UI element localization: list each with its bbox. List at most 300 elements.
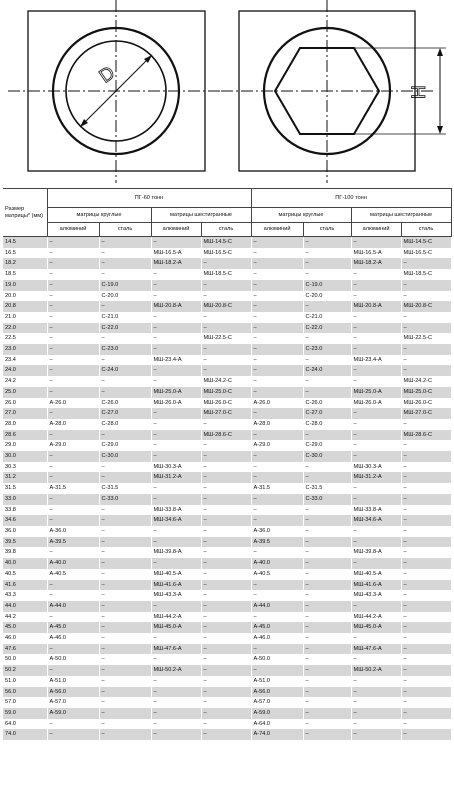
die-code-cell: С-24.0: [99, 365, 151, 376]
press-group-header: ПГ-100 тонн: [251, 189, 451, 208]
die-code-cell: –: [99, 430, 151, 441]
die-code-cell: С-29.0: [99, 440, 151, 451]
die-code-cell: МШ-47.6-А: [351, 644, 401, 655]
die-code-cell: –: [99, 515, 151, 526]
size-cell: 44.0: [3, 601, 47, 612]
table-row: [3, 430, 451, 441]
die-code-cell: –: [401, 622, 451, 633]
die-code-cell: А-51.0: [251, 676, 303, 687]
die-code-cell: –: [303, 547, 351, 558]
die-code-cell: МШ-26.0-А: [151, 398, 201, 409]
size-cell: 31.5: [5, 485, 16, 492]
die-code-cell: –: [303, 333, 351, 344]
table-row: [3, 612, 451, 623]
die-code-cell: МШ-16.5-А: [351, 248, 401, 259]
die-code-cell: –: [201, 687, 251, 698]
table-row: [3, 280, 451, 291]
table-row: [3, 515, 451, 526]
die-code-cell: –: [303, 590, 351, 601]
die-code-cell: –: [351, 654, 401, 665]
die-code-cell: –: [201, 323, 251, 334]
die-code-cell: –: [151, 269, 201, 280]
size-cell: 22.0: [3, 323, 47, 334]
die-code-cell: С-30.0: [303, 451, 351, 462]
die-code-cell: –: [99, 376, 151, 387]
size-cell: 18.5: [5, 271, 16, 278]
die-code-cell: МШ-44.2-А: [351, 612, 401, 623]
die-code-cell: –: [151, 526, 201, 537]
die-code-cell: МШ-25.0-С: [201, 387, 251, 398]
die-code-cell: С-28.0: [99, 419, 151, 430]
die-code-cell: –: [151, 365, 201, 376]
die-code-cell: МШ-27.0-С: [401, 408, 451, 419]
size-cell: 40.0: [3, 558, 47, 569]
die-code-cell: –: [47, 612, 99, 623]
die-code-cell: –: [201, 515, 251, 526]
die-code-cell: МШ-25.0-С: [401, 387, 451, 398]
table-row: [3, 269, 451, 280]
die-code-cell: С-26.0: [99, 398, 151, 409]
die-code-cell: –: [47, 376, 99, 387]
size-cell: 56.0: [3, 687, 47, 698]
die-code-cell: –: [47, 580, 99, 591]
die-code-cell: –: [351, 408, 401, 419]
die-code-cell: МШ-43.3-А: [151, 590, 201, 601]
die-code-cell: С-33.0: [303, 494, 351, 505]
die-code-cell: А-28.0: [47, 419, 99, 430]
die-code-cell: А-31.5: [251, 483, 303, 494]
table-body: [3, 237, 451, 741]
die-code-cell: А-59.0: [251, 708, 303, 719]
die-code-cell: –: [99, 387, 151, 398]
die-code-cell: МШ-41.6-А: [351, 580, 401, 591]
die-code-cell: –: [303, 708, 351, 719]
die-code-cell: –: [99, 269, 151, 280]
die-code-cell: –: [151, 451, 201, 462]
die-code-cell: –: [47, 237, 99, 248]
die-code-cell: –: [47, 644, 99, 655]
table-row: [3, 248, 451, 259]
die-code-cell: –: [201, 697, 251, 708]
die-code-cell: –: [251, 301, 303, 312]
die-code-cell: А-29.0: [47, 440, 99, 451]
die-code-cell: МШ-31.2-А: [351, 472, 401, 483]
table-row: [3, 654, 451, 665]
die-code-cell: –: [151, 558, 201, 569]
die-code-cell: –: [351, 312, 401, 323]
die-code-cell: –: [401, 580, 451, 591]
die-code-cell: МШ-26.0-А: [351, 398, 401, 409]
die-code-cell: –: [99, 665, 151, 676]
die-code-cell: –: [251, 269, 303, 280]
die-code-cell: –: [351, 558, 401, 569]
die-code-cell: А-56.0: [47, 687, 99, 698]
die-code-cell: –: [151, 291, 201, 302]
die-code-cell: –: [201, 526, 251, 537]
die-code-cell: А-40.5: [47, 569, 99, 580]
size-cell: 36.0: [5, 527, 16, 534]
die-code-cell: А-74.0: [251, 729, 303, 740]
die-code-cell: –: [251, 580, 303, 591]
die-code-cell: –: [151, 333, 201, 344]
die-code-cell: А-31.5: [47, 483, 99, 494]
die-code-cell: –: [401, 505, 451, 516]
die-code-cell: –: [251, 323, 303, 334]
die-code-cell: С-22.0: [99, 323, 151, 334]
size-cell: 51.0: [5, 677, 16, 684]
table-row: [3, 462, 451, 473]
die-code-cell: С-27.0: [303, 408, 351, 419]
die-code-cell: –: [201, 505, 251, 516]
die-code-cell: МШ-34.6-А: [351, 515, 401, 526]
die-code-cell: –: [99, 355, 151, 366]
die-code-cell: –: [99, 654, 151, 665]
die-code-cell: –: [401, 633, 451, 644]
die-code-cell: –: [401, 729, 451, 740]
die-code-cell: –: [401, 569, 451, 580]
die-code-cell: –: [401, 494, 451, 505]
die-code-cell: –: [303, 537, 351, 548]
die-code-cell: МШ-20.8-А: [151, 301, 201, 312]
die-code-cell: –: [47, 408, 99, 419]
material-header: алюминий: [251, 223, 303, 237]
table-row: [3, 547, 451, 558]
die-code-cell: –: [351, 269, 401, 280]
die-code-cell: С-26.0: [303, 398, 351, 409]
die-code-cell: –: [251, 376, 303, 387]
size-cell: 57.0: [5, 699, 16, 706]
size-cell: 40.5: [5, 570, 16, 577]
die-code-cell: –: [303, 558, 351, 569]
table-row: [3, 687, 451, 698]
table-row: [3, 622, 451, 633]
table-row: [3, 451, 451, 462]
die-code-cell: –: [351, 708, 401, 719]
die-code-cell: –: [151, 408, 201, 419]
die-code-cell: –: [303, 622, 351, 633]
die-code-cell: –: [351, 601, 401, 612]
die-code-cell: С-21.0: [303, 312, 351, 323]
table-row: [3, 729, 451, 740]
die-code-cell: –: [47, 333, 99, 344]
table-row: [3, 376, 451, 387]
die-code-cell: –: [151, 719, 201, 730]
die-code-cell: А-26.0: [251, 398, 303, 409]
die-code-cell: –: [251, 494, 303, 505]
die-code-cell: С-27.0: [99, 408, 151, 419]
die-code-cell: –: [303, 237, 351, 248]
die-code-cell: МШ-22.5-С: [201, 333, 251, 344]
die-code-cell: –: [303, 387, 351, 398]
die-code-cell: –: [201, 280, 251, 291]
table-row: [3, 312, 451, 323]
material-header: сталь: [303, 223, 351, 237]
die-code-cell: –: [303, 676, 351, 687]
die-code-cell: –: [99, 612, 151, 623]
die-code-cell: –: [401, 590, 451, 601]
die-code-cell: –: [401, 291, 451, 302]
die-code-cell: –: [47, 462, 99, 473]
table-row: [3, 526, 451, 537]
die-code-cell: –: [351, 291, 401, 302]
die-code-cell: –: [47, 365, 99, 376]
die-code-cell: –: [99, 676, 151, 687]
die-code-cell: –: [99, 601, 151, 612]
die-code-cell: А-51.0: [47, 676, 99, 687]
die-code-cell: –: [351, 333, 401, 344]
table-row: [3, 291, 451, 302]
die-code-cell: –: [151, 237, 201, 248]
die-code-cell: –: [151, 697, 201, 708]
table-row: [3, 408, 451, 419]
size-cell: 31.2: [3, 472, 47, 483]
table-row: [3, 355, 451, 366]
die-code-cell: –: [99, 590, 151, 601]
die-code-cell: МШ-34.6-А: [151, 515, 201, 526]
die-code-cell: МШ-40.5-А: [351, 569, 401, 580]
table-row: [3, 440, 451, 451]
die-code-cell: –: [151, 376, 201, 387]
die-code-cell: –: [303, 258, 351, 269]
table-row: [3, 708, 451, 719]
table-row: [3, 590, 451, 601]
die-code-cell: –: [201, 440, 251, 451]
die-code-cell: А-50.0: [251, 654, 303, 665]
material-header: алюминий: [351, 223, 401, 237]
size-cell: 28.6: [3, 430, 47, 441]
die-code-cell: –: [351, 365, 401, 376]
die-type-header: матрицы шестигранные: [151, 208, 251, 223]
die-code-cell: –: [251, 612, 303, 623]
round-die-diagram: [8, 0, 224, 183]
die-code-cell: –: [99, 558, 151, 569]
size-cell: 24.2: [5, 378, 16, 385]
die-code-cell: –: [303, 719, 351, 730]
die-code-cell: МШ-31.2-А: [151, 472, 201, 483]
table-row: [3, 676, 451, 687]
die-code-cell: –: [401, 654, 451, 665]
die-code-cell: –: [47, 494, 99, 505]
die-code-cell: С-31.5: [99, 483, 151, 494]
die-code-cell: С-28.0: [303, 419, 351, 430]
die-code-cell: –: [47, 547, 99, 558]
die-code-cell: МШ-50.2-А: [151, 665, 201, 676]
die-code-cell: –: [351, 483, 401, 494]
die-code-cell: А-50.0: [47, 654, 99, 665]
size-cell: 14.5: [3, 237, 47, 248]
die-code-cell: МШ-30.3-А: [351, 462, 401, 473]
die-code-cell: МШ-22.5-С: [401, 333, 451, 344]
die-code-cell: МШ-24.2-С: [201, 376, 251, 387]
die-code-cell: –: [401, 344, 451, 355]
size-cell: 33.0: [3, 494, 47, 505]
die-code-cell: С-24.0: [303, 365, 351, 376]
die-code-cell: МШ-50.2-А: [351, 665, 401, 676]
die-code-cell: –: [201, 483, 251, 494]
die-code-cell: МШ-45.0-А: [351, 622, 401, 633]
die-code-cell: –: [201, 291, 251, 302]
die-code-cell: –: [401, 323, 451, 334]
die-code-cell: –: [351, 697, 401, 708]
die-code-cell: МШ-41.6-А: [151, 580, 201, 591]
size-cell: 26.0: [5, 399, 16, 406]
die-code-cell: МШ-18.2-А: [351, 258, 401, 269]
die-code-cell: –: [99, 505, 151, 516]
die-code-cell: –: [303, 515, 351, 526]
size-cell: 30.3: [5, 463, 16, 470]
die-code-cell: –: [151, 344, 201, 355]
size-cell: 34.6: [3, 515, 47, 526]
die-code-cell: МШ-30.3-А: [151, 462, 201, 473]
table-row: [3, 558, 451, 569]
die-code-cell: –: [201, 419, 251, 430]
die-code-cell: –: [401, 515, 451, 526]
die-code-cell: –: [99, 569, 151, 580]
die-code-cell: –: [251, 665, 303, 676]
size-cell: 20.0: [5, 292, 16, 299]
material-header: сталь: [201, 223, 251, 237]
size-cell: 29.0: [5, 442, 16, 449]
size-cell: 47.6: [3, 644, 47, 655]
die-code-cell: МШ-43.3-А: [351, 590, 401, 601]
die-code-cell: –: [401, 355, 451, 366]
die-code-cell: –: [47, 258, 99, 269]
die-code-cell: –: [201, 622, 251, 633]
die-code-cell: –: [251, 472, 303, 483]
die-code-cell: –: [351, 719, 401, 730]
size-cell: 64.0: [5, 720, 16, 727]
die-code-cell: МШ-45.0-А: [151, 622, 201, 633]
die-code-cell: –: [303, 472, 351, 483]
die-code-cell: –: [151, 676, 201, 687]
die-code-cell: МШ-14.5-С: [201, 237, 251, 248]
die-code-cell: А-46.0: [47, 633, 99, 644]
die-code-cell: А-45.0: [251, 622, 303, 633]
die-code-cell: МШ-23.4-А: [351, 355, 401, 366]
size-cell: 50.2: [3, 665, 47, 676]
table-row: [3, 483, 451, 494]
die-size-table: [3, 188, 452, 740]
table-row: [3, 505, 451, 516]
die-code-cell: –: [351, 440, 401, 451]
die-code-cell: –: [303, 376, 351, 387]
die-code-cell: МШ-25.0-А: [151, 387, 201, 398]
die-diagrams: [0, 0, 454, 186]
material-header: сталь: [401, 223, 451, 237]
die-code-cell: –: [151, 654, 201, 665]
die-code-cell: –: [99, 301, 151, 312]
die-code-cell: –: [251, 237, 303, 248]
die-code-cell: –: [47, 301, 99, 312]
size-cell: 19.0: [3, 280, 47, 291]
size-cell: 22.5: [5, 335, 16, 342]
die-code-cell: –: [303, 612, 351, 623]
die-code-cell: –: [99, 719, 151, 730]
die-code-cell: –: [401, 644, 451, 655]
die-code-cell: –: [251, 430, 303, 441]
die-code-cell: А-28.0: [251, 419, 303, 430]
die-code-cell: –: [47, 248, 99, 259]
die-code-cell: –: [251, 547, 303, 558]
die-code-cell: –: [99, 580, 151, 591]
die-code-cell: –: [99, 258, 151, 269]
die-code-cell: С-23.0: [99, 344, 151, 355]
die-code-cell: –: [251, 451, 303, 462]
die-code-cell: А-56.0: [251, 687, 303, 698]
die-code-cell: МШ-16.5-С: [201, 248, 251, 259]
die-code-cell: –: [351, 323, 401, 334]
die-code-cell: –: [251, 515, 303, 526]
die-code-cell: МШ-16.5-А: [151, 248, 201, 259]
die-code-cell: –: [201, 462, 251, 473]
die-code-cell: МШ-39.8-А: [151, 547, 201, 558]
die-code-cell: –: [99, 633, 151, 644]
die-code-cell: –: [99, 729, 151, 740]
die-code-cell: –: [99, 622, 151, 633]
die-code-cell: –: [303, 633, 351, 644]
die-code-cell: –: [351, 687, 401, 698]
die-code-cell: МШ-20.8-С: [401, 301, 451, 312]
die-code-cell: –: [401, 451, 451, 462]
die-code-cell: –: [303, 644, 351, 655]
die-code-cell: –: [99, 644, 151, 655]
die-code-cell: –: [401, 665, 451, 676]
die-code-cell: МШ-33.8-А: [351, 505, 401, 516]
die-code-cell: А-36.0: [251, 526, 303, 537]
die-code-cell: –: [47, 269, 99, 280]
die-code-cell: –: [401, 547, 451, 558]
die-code-cell: –: [201, 654, 251, 665]
die-code-cell: –: [303, 248, 351, 259]
table-row: [3, 344, 451, 355]
die-code-cell: –: [303, 687, 351, 698]
die-code-cell: МШ-16.5-С: [401, 248, 451, 259]
die-code-cell: МШ-26.0-С: [201, 398, 251, 409]
die-code-cell: А-40.5: [251, 569, 303, 580]
die-code-cell: МШ-18.2-А: [151, 258, 201, 269]
die-code-cell: А-57.0: [47, 697, 99, 708]
die-code-cell: С-29.0: [303, 440, 351, 451]
die-code-cell: –: [151, 280, 201, 291]
die-code-cell: –: [303, 654, 351, 665]
die-code-cell: –: [303, 526, 351, 537]
die-code-cell: –: [99, 248, 151, 259]
die-code-cell: –: [99, 697, 151, 708]
die-code-cell: –: [401, 462, 451, 473]
die-code-cell: –: [303, 569, 351, 580]
table-row: [3, 665, 451, 676]
table-row: [3, 237, 451, 248]
die-code-cell: –: [351, 430, 401, 441]
table-row: [3, 633, 451, 644]
die-code-cell: –: [351, 633, 401, 644]
die-code-cell: МШ-25.0-А: [351, 387, 401, 398]
die-code-cell: –: [201, 590, 251, 601]
die-code-cell: –: [401, 526, 451, 537]
die-code-cell: –: [401, 483, 451, 494]
press-group-header: ПГ-60 тонн: [47, 189, 251, 208]
die-code-cell: –: [303, 505, 351, 516]
die-code-cell: –: [251, 408, 303, 419]
table-row: [3, 323, 451, 334]
die-code-cell: –: [151, 440, 201, 451]
die-code-cell: –: [151, 483, 201, 494]
size-cell: 18.2: [3, 258, 47, 269]
die-code-cell: –: [251, 344, 303, 355]
die-code-cell: А-45.0: [47, 622, 99, 633]
die-code-cell: –: [151, 729, 201, 740]
size-cell: 41.6: [3, 580, 47, 591]
